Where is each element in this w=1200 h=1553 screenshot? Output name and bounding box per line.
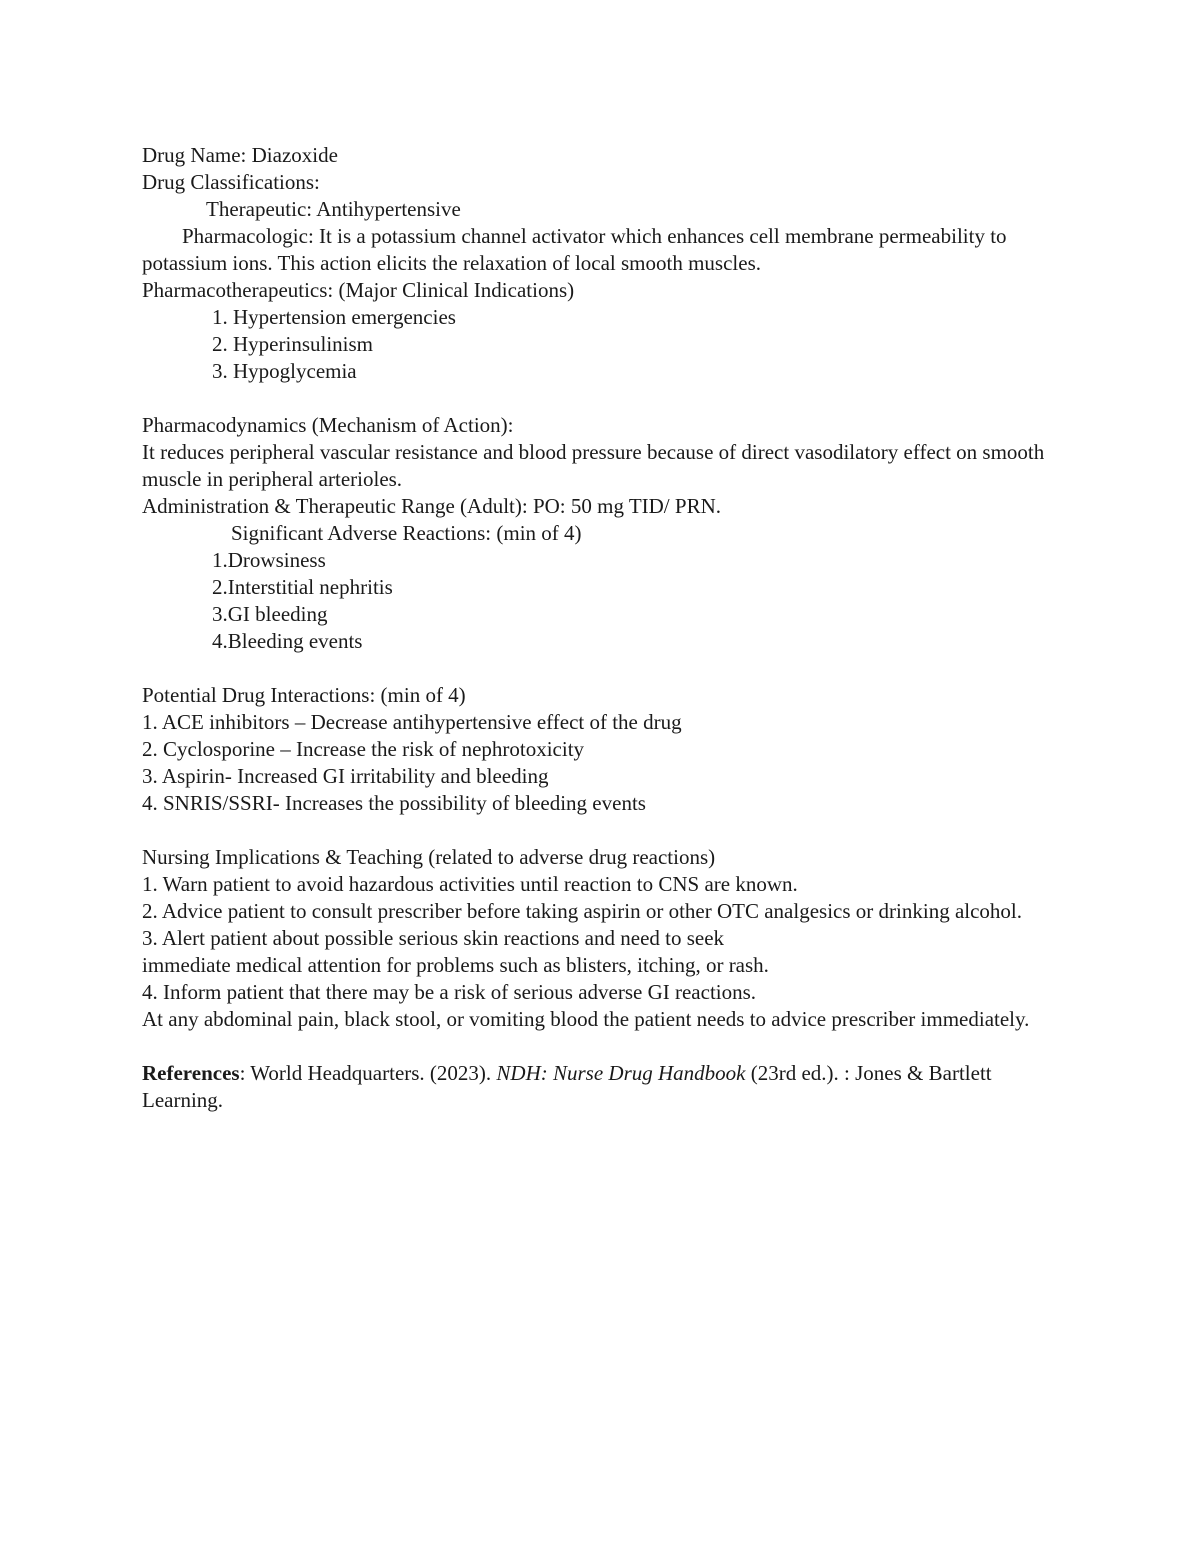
pharmacodynamics-text: It reduces peripheral vascular resistance and blood pressure because of direct vasodilatory effect on smooth muscle in peripheral arterioles. xyxy=(142,440,1045,491)
references-text-after: (23rd ed.). : Jones & Bartlett Learning. xyxy=(142,1061,992,1112)
administration-range: Administration & Therapeutic Range (Adult): PO: 50 mg TID/ PRN. xyxy=(142,494,721,518)
indication-item: 3. Hypoglycemia xyxy=(212,359,357,383)
drug-card-document xyxy=(142,142,1062,1114)
spacer xyxy=(142,1033,1062,1060)
indication-item: 2. Hyperinsulinism xyxy=(212,332,373,356)
adverse-reactions-heading: Significant Adverse Reactions: (min of 4) xyxy=(231,521,582,545)
adverse-reaction-item: 4.Bleeding events xyxy=(212,629,363,653)
nursing-item: 3. Alert patient about possible serious skin reactions and need to seek xyxy=(142,926,725,950)
adverse-reaction-item: 1.Drowsiness xyxy=(212,548,326,572)
interactions-heading: Potential Drug Interactions: (min of 4) xyxy=(142,683,466,707)
adverse-reaction-item: 3.GI bleeding xyxy=(212,602,328,626)
therapeutic-classification: Therapeutic: Antihypertensive xyxy=(206,197,461,221)
spacer xyxy=(142,385,1062,412)
pharmacologic-classification: Pharmacologic: It is a potassium channel activator which enhances cell membrane permeability to potassium ions. This action elicits the relaxation of local smooth muscles. xyxy=(142,224,1007,275)
interaction-item: 2. Cyclosporine – Increase the risk of nephrotoxicity xyxy=(142,737,585,761)
drug-name: Drug Name: Diazoxide xyxy=(142,143,338,167)
references-text-before: : World Headquarters. (2023). xyxy=(239,1061,497,1085)
nursing-item: 2. Advice patient to consult prescriber before taking aspirin or other OTC analgesics or drinking alcohol. xyxy=(142,899,1023,923)
classifications-heading: Drug Classifications: xyxy=(142,170,320,194)
interaction-item: 4. SNRIS/SSRI- Increases the possibility of bleeding events xyxy=(142,791,646,815)
nursing-heading: Nursing Implications & Teaching (related to adverse drug reactions) xyxy=(142,845,716,869)
nursing-item: immediate medical attention for problems such as blisters, itching, or rash. xyxy=(142,953,769,977)
references xyxy=(142,1060,1062,1114)
interaction-item: 3. Aspirin- Increased GI irritability and bleeding xyxy=(142,764,549,788)
pharmacodynamics-heading: Pharmacodynamics (Mechanism of Action): xyxy=(142,413,514,437)
pharmacotherapeutics-heading: Pharmacotherapeutics: (Major Clinical Indications) xyxy=(142,278,575,302)
spacer xyxy=(142,655,1062,682)
spacer xyxy=(142,817,1062,844)
nursing-item: 4. Inform patient that there may be a risk of serious adverse GI reactions. xyxy=(142,980,757,1004)
adverse-reaction-item: 2.Interstitial nephritis xyxy=(212,575,393,599)
references-book-title: NDH: Nurse Drug Handbook xyxy=(496,1061,746,1085)
nursing-item: At any abdominal pain, black stool, or vomiting blood the patient needs to advice prescriber immediately. xyxy=(142,1007,1030,1031)
nursing-item: 1. Warn patient to avoid hazardous activities until reaction to CNS are known. xyxy=(142,872,798,896)
references-label: References xyxy=(142,1061,240,1085)
interaction-item: 1. ACE inhibitors – Decrease antihypertensive effect of the drug xyxy=(142,710,682,734)
indication-item: 1. Hypertension emergencies xyxy=(212,305,456,329)
